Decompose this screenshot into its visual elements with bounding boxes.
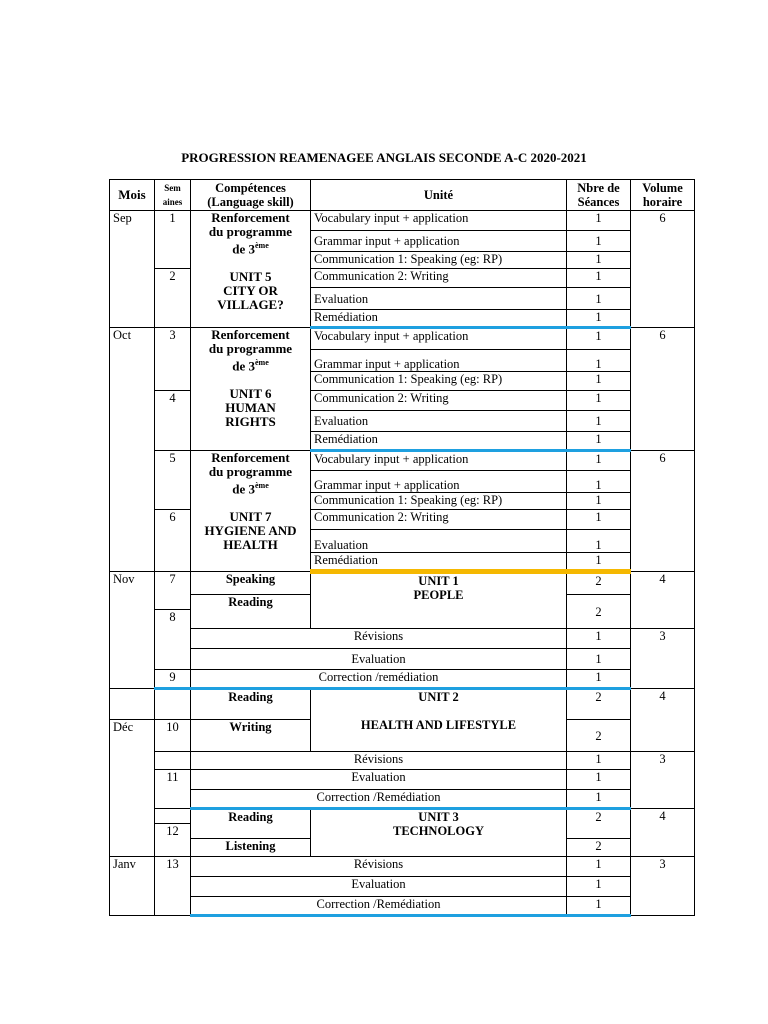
unite-cell: Grammar input + application [311, 350, 567, 372]
seances-cell: 1 [567, 372, 631, 391]
unite-cell: Remédiation [311, 553, 567, 572]
seances-cell: 1 [567, 629, 631, 649]
month-nov: Nov [110, 572, 155, 689]
unite-cell: Evaluation [311, 530, 567, 553]
unite-cell: Remédiation [311, 432, 567, 451]
unite-cell: Vocabulary input + application [311, 211, 567, 231]
week-13: 13 [155, 857, 191, 916]
seances-cell: 1 [567, 451, 631, 471]
header-volume: Volume horaire [631, 180, 695, 211]
header-competences: Compétences (Language skill) [191, 180, 311, 211]
competence-speaking: Speaking [191, 572, 311, 595]
week-11: 11 [155, 770, 191, 809]
table-row [110, 649, 695, 670]
revisions-cell: Révisions [191, 629, 567, 649]
revisions-cell: Révisions [191, 857, 567, 877]
seances-cell: 1 [567, 649, 631, 670]
seances-cell: 1 [567, 252, 631, 269]
volume-cell: 3 [631, 752, 695, 809]
unite-cell: Grammar input + application [311, 471, 567, 493]
header-mois: Mois [110, 180, 155, 211]
seances-cell: 1 [567, 670, 631, 689]
table-row [110, 809, 695, 824]
unite-cell: Communication 2: Writing [311, 391, 567, 411]
week-11-cont [155, 809, 191, 824]
seances-cell: 1 [567, 770, 631, 790]
volume-cell: 4 [631, 689, 695, 752]
evaluation-cell: Evaluation [191, 649, 567, 670]
competence-reading: Reading [191, 809, 311, 839]
volume-cell: 4 [631, 809, 695, 857]
volume-cell: 4 [631, 572, 695, 629]
table-row [110, 877, 695, 897]
table-row [110, 572, 695, 595]
week-8: 8 [155, 610, 191, 670]
header-row [110, 180, 695, 211]
week-7: 7 [155, 572, 191, 610]
page-title: PROGRESSION REAMENAGEE ANGLAIS SECONDE A-C 2020-2021 [181, 150, 587, 165]
table-row [110, 790, 695, 809]
header-seances: Nbre de Séances [567, 180, 631, 211]
table-row [110, 670, 695, 689]
table-row [110, 211, 695, 231]
seances-cell: 1 [567, 530, 631, 553]
volume-cell: 6 [631, 211, 695, 328]
table-row [110, 752, 695, 770]
competence-unit6: Renforcement du programme de 3ème UNIT 6 HUMAN RIGHTS [191, 328, 311, 451]
table-row [110, 857, 695, 877]
correction-cell: Correction /Remédiation [191, 790, 567, 809]
unit2-cell: UNIT 2 HEALTH AND LIFESTYLE [311, 689, 567, 752]
week-10-cont [155, 752, 191, 770]
evaluation-cell: Evaluation [191, 770, 567, 790]
week-6: 6 [155, 510, 191, 572]
unite-cell: Vocabulary input + application [311, 328, 567, 350]
unite-cell: Vocabulary input + application [311, 451, 567, 471]
seances-cell: 1 [567, 288, 631, 310]
seances-cell: 1 [567, 877, 631, 897]
seances-cell: 2 [567, 572, 631, 595]
unite-cell: Communication 2: Writing [311, 510, 567, 530]
competence-reading: Reading [191, 689, 311, 720]
seances-cell: 1 [567, 553, 631, 572]
seances-cell: 1 [567, 752, 631, 770]
revisions-cell: Révisions [191, 752, 567, 770]
seances-cell: 2 [567, 839, 631, 857]
header-semaines: Sem aines [155, 180, 191, 211]
seances-cell: 1 [567, 790, 631, 809]
competence-unit7: Renforcement du programme de 3ème UNIT 7 HYGIENE AND HEALTH [191, 451, 311, 572]
seances-cell: 1 [567, 897, 631, 916]
volume-cell: 6 [631, 328, 695, 451]
month-sep: Sep [110, 211, 155, 328]
seances-cell: 1 [567, 510, 631, 530]
volume-cell: 6 [631, 451, 695, 572]
unit1-cell: UNIT 1 PEOPLE [311, 572, 567, 629]
unite-cell: Evaluation [311, 411, 567, 432]
seances-cell: 2 [567, 809, 631, 839]
competence-unit5: Renforcement du programme de 3ème UNIT 5 CITY OR VILLAGE? [191, 211, 311, 328]
unite-cell: Communication 1: Speaking (eg: RP) [311, 252, 567, 269]
week-1: 1 [155, 211, 191, 269]
seances-cell: 1 [567, 310, 631, 328]
unite-cell: Remédiation [311, 310, 567, 328]
competence-reading: Reading [191, 595, 311, 629]
seances-cell: 1 [567, 269, 631, 288]
seances-cell: 1 [567, 211, 631, 231]
table-row [110, 629, 695, 649]
header-unite: Unité [311, 180, 567, 211]
seances-cell: 1 [567, 857, 631, 877]
month-oct: Oct [110, 328, 155, 572]
month-janv: Janv [110, 857, 155, 916]
seances-cell: 1 [567, 231, 631, 252]
progression-table [109, 179, 695, 917]
week-9: 9 [155, 670, 191, 689]
table-row [110, 451, 695, 471]
week-12: 12 [155, 824, 191, 857]
seances-cell: 2 [567, 595, 631, 629]
table-row [110, 689, 695, 720]
week-4: 4 [155, 391, 191, 451]
correction-cell: Correction /remédiation [191, 670, 567, 689]
seances-cell: 1 [567, 411, 631, 432]
volume-cell: 3 [631, 857, 695, 916]
seances-cell: 1 [567, 391, 631, 411]
table-row [110, 328, 695, 350]
seances-cell: 2 [567, 720, 631, 752]
volume-cell: 3 [631, 629, 695, 689]
table-row [110, 897, 695, 916]
week-5: 5 [155, 451, 191, 510]
correction-cell: Correction /Remédiation [191, 897, 567, 916]
unite-cell: Evaluation [311, 288, 567, 310]
month-dec: Déc [110, 720, 155, 857]
week-2: 2 [155, 269, 191, 328]
unite-cell: Communication 1: Speaking (eg: RP) [311, 372, 567, 391]
seances-cell: 2 [567, 689, 631, 720]
week-3: 3 [155, 328, 191, 391]
table-row [110, 770, 695, 790]
month-nov-cont [110, 689, 155, 720]
seances-cell: 1 [567, 432, 631, 451]
competence-listening: Listening [191, 839, 311, 857]
seances-cell: 1 [567, 350, 631, 372]
evaluation-cell: Evaluation [191, 877, 567, 897]
seances-cell: 1 [567, 471, 631, 493]
unite-cell: Communication 2: Writing [311, 269, 567, 288]
unite-cell: Grammar input + application [311, 231, 567, 252]
seances-cell: 1 [567, 493, 631, 510]
unit3-cell: UNIT 3 TECHNOLOGY [311, 809, 567, 857]
competence-writing: Writing [191, 720, 311, 752]
unite-cell: Communication 1: Speaking (eg: RP) [311, 493, 567, 510]
seances-cell: 1 [567, 328, 631, 350]
week-9-cont [155, 689, 191, 720]
week-10: 10 [155, 720, 191, 752]
